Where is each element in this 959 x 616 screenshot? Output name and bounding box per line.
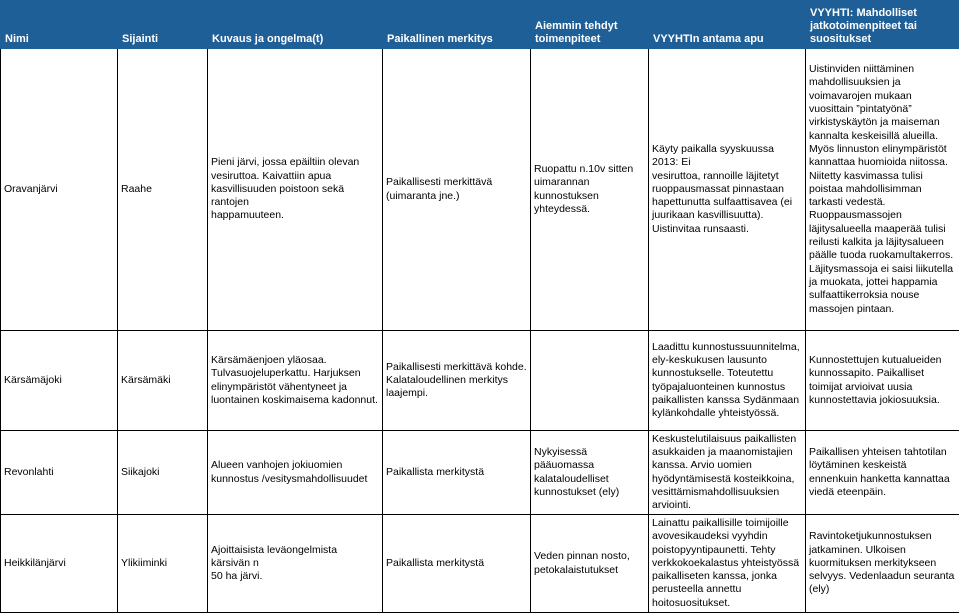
cell-kuvaus: Alueen vanhojen jokiuomien kunnostus /vesitysmahdollisuudet bbox=[208, 431, 383, 515]
cell-kuvaus: Kärsämäenjoen yläosaa. Tulvasuojeluperkattu. Harjuksen elinympäristöt vähentyneet ja luontainen koskimaisema kadonnut. bbox=[208, 331, 383, 431]
header-nimi: Nimi bbox=[1, 1, 118, 49]
header-kuvaus: Kuvaus ja ongelma(t) bbox=[208, 1, 383, 49]
cell-sijainti: Raahe bbox=[118, 49, 208, 331]
header-aiemmat: Aiemmin tehdyt toimenpiteet bbox=[531, 1, 649, 49]
cell-nimi: Revonlahti bbox=[1, 431, 118, 515]
cell-merkitys: Paikallista merkitystä bbox=[383, 515, 531, 613]
header-merkitys: Paikallinen merkitys bbox=[383, 1, 531, 49]
cell-nimi: Kärsämäjoki bbox=[1, 331, 118, 431]
cell-sijainti: Kärsämäki bbox=[118, 331, 208, 431]
cell-kuvaus: Ajoittaisista leväongelmista kärsivän n 50 ha järvi. bbox=[208, 515, 383, 613]
table-row bbox=[1, 49, 959, 331]
cell-aiemmat: Ruopattu n.10v sitten uimarannan kunnostuksen yhteydessä. bbox=[531, 49, 649, 331]
cell-jatko: Kunnostettujen kutualueiden kunnossapito. Paikalliset toimijat arvioivat uusia kunnostettavia jokiosuuksia. bbox=[806, 331, 959, 431]
header-apu: VYYHTIn antama apu bbox=[649, 1, 806, 49]
cell-sijainti: Siikajoki bbox=[118, 431, 208, 515]
cell-aiemmat: Nykyisessä pääuomassa kalataloudelliset kunnostukset (ely) bbox=[531, 431, 649, 515]
cell-nimi: Oravanjärvi bbox=[1, 49, 118, 331]
cell-sijainti: Ylikiiminki bbox=[118, 515, 208, 613]
table-row bbox=[1, 515, 959, 613]
cell-kuvaus: Pieni järvi, jossa epäiltiin olevan vesiruttoa. Kaivattiin apua kasvillisuuden poistoon sekä rantojen happamuuteen. bbox=[208, 49, 383, 331]
header-jatko: VYYHTI: Mahdolliset jatkotoimenpiteet tai suositukset bbox=[806, 1, 959, 49]
cell-merkitys: Paikallisesti merkittävä (uimaranta jne.) bbox=[383, 49, 531, 331]
cell-merkitys: Paikallista merkitystä bbox=[383, 431, 531, 515]
header-row bbox=[1, 1, 959, 49]
cell-apu: Käyty paikalla syyskuussa 2013: Ei vesiruttoa, rannoille läjitetyt ruoppausmassat pinnastaan hapettunutta sulfaattisavea (ei juurikaan kasvillisuutta). Uistinvitaa runsaasti. bbox=[649, 49, 806, 331]
table-row bbox=[1, 331, 959, 431]
cell-merkitys: Paikallisesti merkittävä kohde. Kalataloudellinen merkitys laajempi. bbox=[383, 331, 531, 431]
cell-jatko: Paikallisen yhteisen tahtotilan löytäminen keskeistä ennenkuin hanketta kannattaa viedä eteenpäin. bbox=[806, 431, 959, 515]
cell-aiemmat: Veden pinnan nosto, petokalaistutukset bbox=[531, 515, 649, 613]
cell-jatko: Ravintoketjukunnostuksen jatkaminen. Ulkoisen kuormituksen merkitykseen selvyys. Vedenlaadun seuranta (ely) bbox=[806, 515, 959, 613]
header-sijainti: Sijainti bbox=[118, 1, 208, 49]
cell-aiemmat bbox=[531, 331, 649, 431]
cell-apu: Keskustelutilaisuus paikallisten asukkaiden ja maanomistajien kanssa. Arvio uomien hyödyntämisestä kosteikkoina, vesittämismahdollisuuksien arviointi. bbox=[649, 431, 806, 515]
cell-jatko: Uistinviden niittäminen mahdollisuuksien ja voimavarojen mukaan vuosittain ”pintatyönä” virkistyskäytön ja maiseman kannalta keskeisillä alueilla. Myös linnuston elinympäristöt kannattaa huomioida niitossa. Niitetty kasvimassa tulisi poistaa mahdollisimman tarkasti vedestä. Ruoppausmassojen läjitysalueella maaperää tulisi reilusti kalkita ja läjitysalueen päälle tuoda ruokamultakerros. Läjitysmassoja ei saisi liikutella ja muokata, jottei happamia sulfaattikerroksia nouse massojen pintaan. bbox=[806, 49, 959, 331]
table-row bbox=[1, 431, 959, 515]
cell-nimi: Heikkilänjärvi bbox=[1, 515, 118, 613]
cell-apu: Laadittu kunnostussuunnitelma, ely-keskukusen lausunto kunnostukselle. Toteutettu työpajaluonteinen kunnostus paikallisten kanssa Sydänmaan kylänkohdalle yhteistyössä. bbox=[649, 331, 806, 431]
cell-apu: Lainattu paikallisille toimijoille avovesikaudeksi vyyhdin poistopyyntipaunetti. Tehty verkkokoekalastus yhteistyössä paikalliseten kanssa, jonka perusteella annettu hoitosuositukset. bbox=[649, 515, 806, 613]
